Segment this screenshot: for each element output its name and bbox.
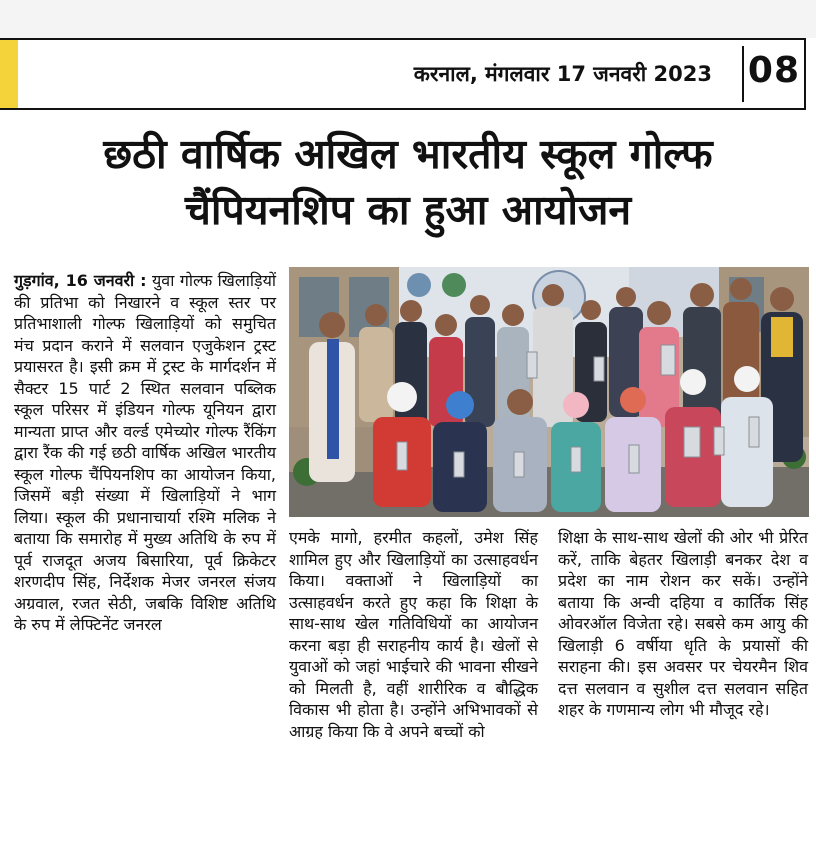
article-dateline: गुड़गांव, 16 जनवरी :	[14, 271, 147, 290]
top-strip	[0, 0, 816, 38]
article-column-1	[14, 270, 276, 636]
headline-line-2: चैंपियनशिप का हुआ आयोजन	[184, 186, 632, 234]
page-footer	[0, 843, 816, 851]
page-number: 08	[747, 50, 800, 91]
header-accent	[0, 40, 18, 108]
page-header	[0, 38, 806, 110]
news-photo	[289, 267, 809, 517]
article-column-3-text: शिक्षा के साथ-साथ खेलों की ओर भी प्रेरित करें, ताकि बेहतर खिलाड़ी बनकर देश व प्रदेश का नाम रोशन कर सकें। उन्होंने बताया कि अन्वी दहिया व कार्तिक सिंह ओवरऑल विजेता रहे। सबसे कम आयु की खिलाड़ी 6 वर्षीया धृति के प्रयासों की सराहना की। इस अवसर पर चेयरमैन शिव दत्त सलवान व सुशील दत्त सलवान सहित शहर के गणमान्य लोग भी मौजूद रहे।	[558, 528, 808, 719]
header-date: करनाल, मंगलवार 17 जनवरी 2023	[413, 62, 712, 86]
header-divider	[742, 46, 744, 102]
article-column-1-text: युवा गोल्फ खिलाड़ियों की प्रतिभा को निखारने व स्कूल स्तर पर प्रतिभाशाली गोल्फ खिलाड़ियों को समुचित मंच प्रदान कराने में सलवान एजुकेशन ट्रस्ट प्रयासरत है। इसी क्रम में ट्रस्ट के मार्गदर्शन में सैक्टर 15 पार्ट 2 स्थित सलवान पब्लिक स्कूल परिसर में इंडियन गोल्फ यूनियन द्वारा मान्यता प्राप्त और वर्ल्ड एमेच्योर गोल्फ रैंकिंग द्वारा रैंक की गई छठी वार्षिक अखिल भारतीय स्कूल गोल्फ चैंपियनशिप का आयोजन किया, जिसमें बड़ी संख्या में खिलाड़ियों ने भाग लिया। स्कूल की प्रधानाचार्या रश्मि मलिक ने बताया कि समारोह में मुख्य अतिथि के रुप में पूर्व राजदूत अजय बिसारिया, पूर्व क्रिकेटर शरणदीप सिंह, निर्देशक मेजर जनरल संजय अग्रवाल, रजत सेठी, जबकि विशिष्ट अतिथि के रुप में लेफ्टिनेंट जनरल	[14, 271, 276, 634]
article-column-2-text: एमके मागो, हरमीत कहलों, उमेश सिंह शामिल हुए और खिलाड़ियों का उत्साहवर्धन किया। वक्ताओं ने खिलाड़ियों का उत्साहवर्धन करते हुए कहा कि शिक्षा के साथ-साथ खेल गतिविधियों का आयोजन करना बड़ा ही सराहनीय कार्य है। खेलों से युवाओं को जहां भाईचारे की भावना सीखने को मिलती है, वहीं शारीरिक व बौद्धिक विकास भी होता है। उन्होंने अभिभावकों से आग्रह किया कि वे अपने बच्चों को	[289, 528, 538, 741]
article-column-2	[289, 527, 538, 742]
group-photo-illustration	[289, 267, 809, 517]
article-column-3	[558, 527, 808, 721]
headline	[0, 126, 816, 238]
headline-line-1: छठी वार्षिक अखिल भारतीय स्कूल गोल्फ	[103, 130, 713, 178]
